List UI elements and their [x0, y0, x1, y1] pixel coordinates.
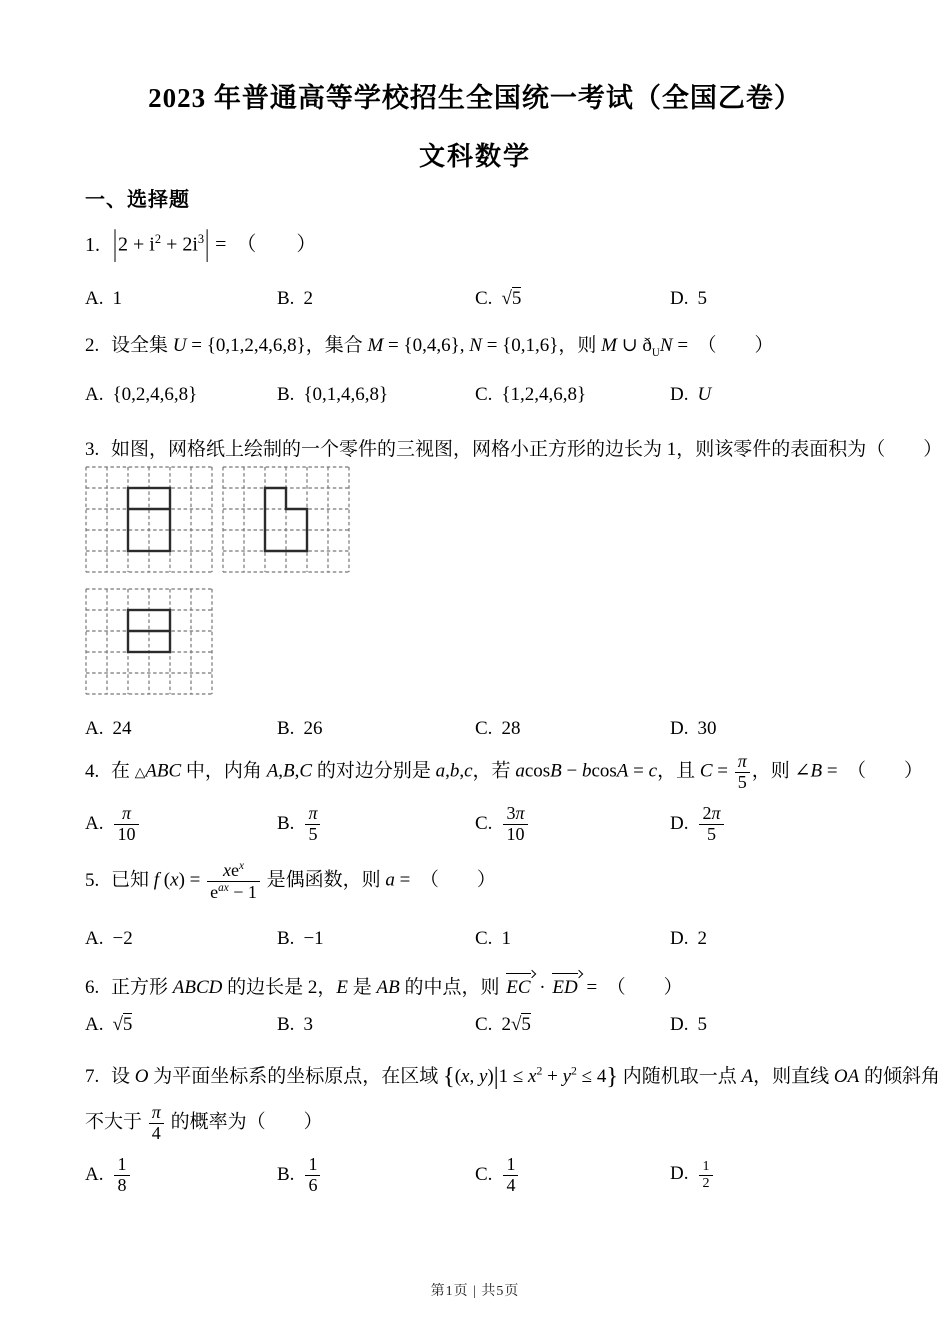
option-a: A. √5 [85, 1014, 133, 1035]
question-7-stem-line2: 不大于 $\frac{\pi}{4}$ 的概率为（ ） [85, 1102, 323, 1143]
question-1-options [85, 288, 900, 310]
option-a: A. $\frac{\pi}{10}$ [85, 804, 277, 845]
option-c: C. {1,2,4,6,8} [475, 384, 587, 405]
page-subtitle: 文科数学 [418, 142, 531, 171]
question-3-stem: 3. 如图，网格纸上绘制的一个零件的三视图，网格小正方形的边长为 1，则该零件的表面积为（ ） [85, 439, 943, 460]
question-7-stem-line1: 7. 设 O 为平面坐标系的坐标原点，在区域 {(x, $y)|1 \le x^2 + y^2 \le 4$} 内随机取一点 A，则直线 OA 的倾斜角 [85, 1063, 940, 1090]
option-b: B. $\frac{1}{6}$ [277, 1155, 475, 1196]
option-c: C. 2√5 [475, 1014, 531, 1035]
three-view-front-figure [85, 466, 213, 573]
question-6-stem: 6. 正方形 ABCD 的边长是 2，E 是 AB 的中点，则 EC · ED = （ ） [85, 972, 900, 1000]
question-1-stem: 1. $|2 + i^2 + 2i^3|$ = （ ） [85, 223, 317, 264]
option-a: A. 24 [85, 718, 132, 739]
section-heading: 一、选择题 [85, 189, 190, 211]
question-4-stem: 4. 在 △ABC 中，内角 A,B,C 的对边分别是 a,b,c，若 acosB − bcosA = c，且 C = $\frac{\pi}{5}$ ，则 ∠B = （ ） [85, 751, 924, 792]
option-a: A. 1 [85, 288, 122, 309]
option-d: D. 30 [670, 718, 717, 739]
question-2-stem: 2. 设全集 U = {0,1,2,4,6,8}，集合 M = {0,4,6}, N = {0,1,6}，则 M ∪ $ð_UN$ = （ ） [85, 335, 774, 359]
three-view-top-figure [85, 588, 213, 695]
option-d: D. $\frac{1}{2}$ [670, 1159, 900, 1191]
option-b: B. {0,1,4,6,8} [277, 384, 389, 405]
question-5-stem: 5. 已知 f (x) = $\frac{xe^x}{e^{ax} - 1}$ 是偶函数，则 a = （ ） [85, 860, 496, 902]
option-d: D. 5 [670, 1014, 707, 1035]
question-2-options [85, 384, 900, 406]
option-a: A. {0,2,4,6,8} [85, 384, 198, 405]
option-b: B. 26 [277, 718, 323, 739]
option-c: C. $\frac{3\pi}{10}$ [475, 804, 670, 845]
page-footer: 第1页 | 共5页 [430, 1284, 520, 1299]
option-c: C. √5 [475, 288, 522, 309]
option-c: C. 28 [475, 718, 521, 739]
question-6-options [85, 1014, 900, 1036]
option-b: B. 3 [277, 1014, 313, 1035]
option-c: C. 1 [475, 928, 511, 949]
option-a: A. $\frac{1}{8}$ [85, 1155, 277, 1196]
option-d: D. $\frac{2\pi}{5}$ [670, 804, 900, 845]
question-4-options [85, 804, 900, 845]
question-3-options [85, 718, 900, 740]
page-title: 2023 年普通高等学校招生全国统一考试（全国乙卷） [148, 83, 802, 113]
three-view-side-figure [222, 466, 350, 573]
option-b: B. $\frac{\pi}{5}$ [277, 804, 475, 845]
question-5-options [85, 928, 900, 950]
option-c: C. $\frac{1}{4}$ [475, 1155, 670, 1196]
option-b: B. 2 [277, 288, 313, 309]
question-7-options [85, 1155, 900, 1196]
option-d: D. 2 [670, 928, 707, 949]
option-d: D. 5 [670, 288, 707, 309]
option-b: B. −1 [277, 928, 324, 949]
option-d: D. U [670, 384, 712, 405]
option-a: A. −2 [85, 928, 133, 949]
